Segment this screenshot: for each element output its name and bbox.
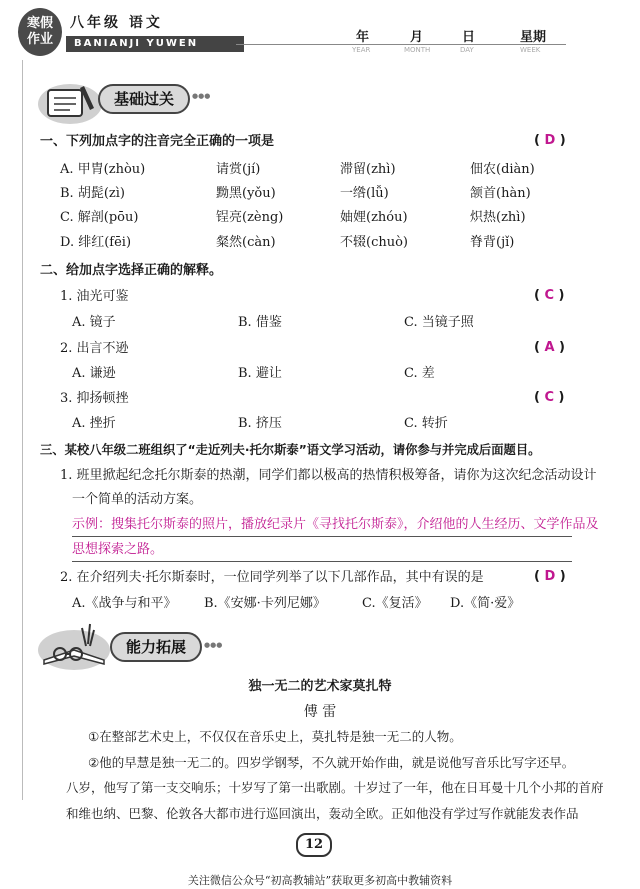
q1-opt-a-4: 佃农(diàn): [470, 162, 535, 177]
q3-sub2-paren: ( D ): [534, 569, 566, 584]
q1-answer: D: [544, 133, 556, 148]
badge-line-2: 作业: [26, 32, 53, 47]
q1-stem: 一、下列加点字的注音完全正确的一项是: [40, 134, 275, 149]
header-divider: [236, 44, 566, 45]
article-title: 独一无二的艺术家莫扎特: [248, 679, 392, 694]
q2-item1-opt-b: B. 借鉴: [238, 315, 282, 330]
q2-item3-answer: C: [544, 390, 555, 405]
q3-sub1-line2: 一个简单的活动方案。: [72, 492, 203, 507]
footer-note: 关注微信公众号“初高教辅站”获取更多初高中教辅资料: [187, 874, 453, 887]
q3-answer-line1: 示例：搜集托尔斯泰的照片，播放纪录片《寻找托尔斯泰》，介绍他的人生经历、文学作品及: [72, 517, 599, 532]
q2-item3-opt-a: A. 挫折: [72, 416, 116, 431]
q3-sub2-opt-a: A.《战争与和平》: [72, 596, 177, 611]
article-author: 傅 雷: [303, 704, 337, 720]
q2-item3-opt-b: B. 挤压: [238, 416, 282, 431]
q1-opt-a-2: 请赏(jí): [216, 162, 261, 177]
q1-opt-c-4: 炽热(zhì): [470, 210, 526, 225]
q3-sub2: 2. 在介绍列夫·托尔斯泰时，一位同学列举了以下几部作品，其中有误的是: [60, 570, 484, 585]
q2-item3-opt-c: C. 转折: [404, 416, 448, 431]
q3-sub1-line1: 1. 班里掀起纪念托尔斯泰的热潮，同学们都以极高的热情积极筹备，请你为这次纪念活动设计: [60, 468, 597, 483]
q2-item1-opt-a: A. 镜子: [72, 315, 116, 330]
q3-answer-line2: 思想探索之路。: [72, 542, 164, 557]
date-week-en: WEEK: [520, 46, 541, 54]
q2-item2-answer: A: [544, 340, 555, 355]
q1-answer-paren: ( D ): [534, 133, 566, 148]
q3-sub2-opt-c: C.《复活》: [362, 596, 428, 611]
book-glasses-icon: [34, 620, 114, 672]
section-title-extend: 能力拓展: [110, 632, 202, 662]
q3-sub2-opt-d: D.《简·爱》: [450, 596, 521, 611]
q2-item3-paren: ( C ): [534, 390, 565, 405]
q1-opt-d-1: D. 绯红(fēi): [60, 235, 132, 250]
section-dots-icon: ●●●: [192, 92, 211, 100]
q2-item2-paren: ( A ): [534, 340, 565, 355]
q3-stem: 三、某校八年级二班组织了“走近列夫·托尔斯泰”语文学习活动，请你参与并完成后面题目。: [40, 443, 541, 457]
article-para-2-cont-2: 和维也纳、巴黎、伦敦各大都市进行巡回演出，轰动全欧。正如他没有学过写作就能发表作品: [66, 806, 579, 821]
q1-opt-b-3: 一绺(lǚ): [340, 186, 389, 201]
q1-opt-b-2: 黝黑(yǒu): [216, 186, 276, 201]
q2-item1-opt-c: C. 当镜子照: [404, 315, 474, 330]
grade-subject: 八年级 语文: [70, 15, 163, 31]
q2-stem: 二、给加点字选择正确的解释。: [40, 263, 223, 278]
q1-opt-d-2: 粲然(càn): [216, 235, 276, 250]
answer-underline-2: [72, 561, 572, 562]
date-day-en: DAY: [460, 46, 474, 54]
q1-opt-d-3: 不辍(chuò): [340, 235, 408, 250]
date-day: 日: [462, 30, 476, 45]
answer-underline-1: [72, 536, 572, 537]
q1-opt-b-4: 颔首(hàn): [470, 186, 531, 201]
article-para-2-cont-1: 八岁，他写了第一支交响乐；十岁写了第一出歌剧。十岁过了一年，他在日耳曼十几个小邦的首府: [66, 780, 604, 795]
q1-opt-c-3: 妯娌(zhóu): [340, 210, 408, 225]
q2-item3-label: 3. 抑扬顿挫: [60, 391, 129, 406]
section-dots-icon-2: ●●●: [204, 641, 223, 649]
q1-opt-a-3: 滞留(zhì): [340, 162, 396, 177]
q2-item2-opt-c: C. 差: [404, 366, 435, 381]
date-year-en: YEAR: [352, 46, 371, 54]
article-para-1: ①在整部艺术史上，不仅仅在音乐史上，莫扎特是独一无二的人物。: [88, 729, 462, 744]
q3-sub2-answer: D: [544, 569, 556, 584]
date-month: 月: [410, 30, 424, 45]
article-para-2: ②他的早慧是独一无二的。四岁学钢琴，不久就开始作曲，就是说他写音乐比写字还早。: [88, 755, 575, 770]
tablet-icon: [34, 78, 104, 126]
q2-item1-paren: ( C ): [534, 288, 565, 303]
q1-opt-d-4: 脊背(jǐ): [470, 235, 515, 250]
series-name: BANIANJI YUWEN: [66, 36, 244, 52]
date-year: 年: [356, 30, 370, 45]
badge-line-1: 寒假: [26, 16, 53, 31]
section-title-basic: 基础过关: [98, 84, 190, 114]
page-number: 12: [296, 833, 332, 857]
q1-opt-c-2: 锃亮(zèng): [216, 210, 284, 225]
q3-sub2-opt-b: B.《安娜·卡列尼娜》: [204, 596, 326, 611]
q2-item2-label: 2. 出言不逊: [60, 341, 129, 356]
q1-opt-b-1: B. 胡髭(zì): [60, 186, 125, 201]
date-month-en: MONTH: [404, 46, 431, 54]
q2-item2-opt-b: B. 避让: [238, 366, 282, 381]
series-badge: [18, 8, 62, 56]
q1-opt-c-1: C. 解剖(pōu): [60, 210, 139, 225]
q1-opt-a-1: A. 甲胄(zhòu): [60, 162, 146, 177]
q2-item1-label: 1. 油光可鉴: [60, 289, 129, 304]
q2-item2-opt-a: A. 谦逊: [72, 366, 116, 381]
date-week: 星期: [520, 30, 547, 45]
q2-item1-answer: C: [544, 288, 555, 303]
